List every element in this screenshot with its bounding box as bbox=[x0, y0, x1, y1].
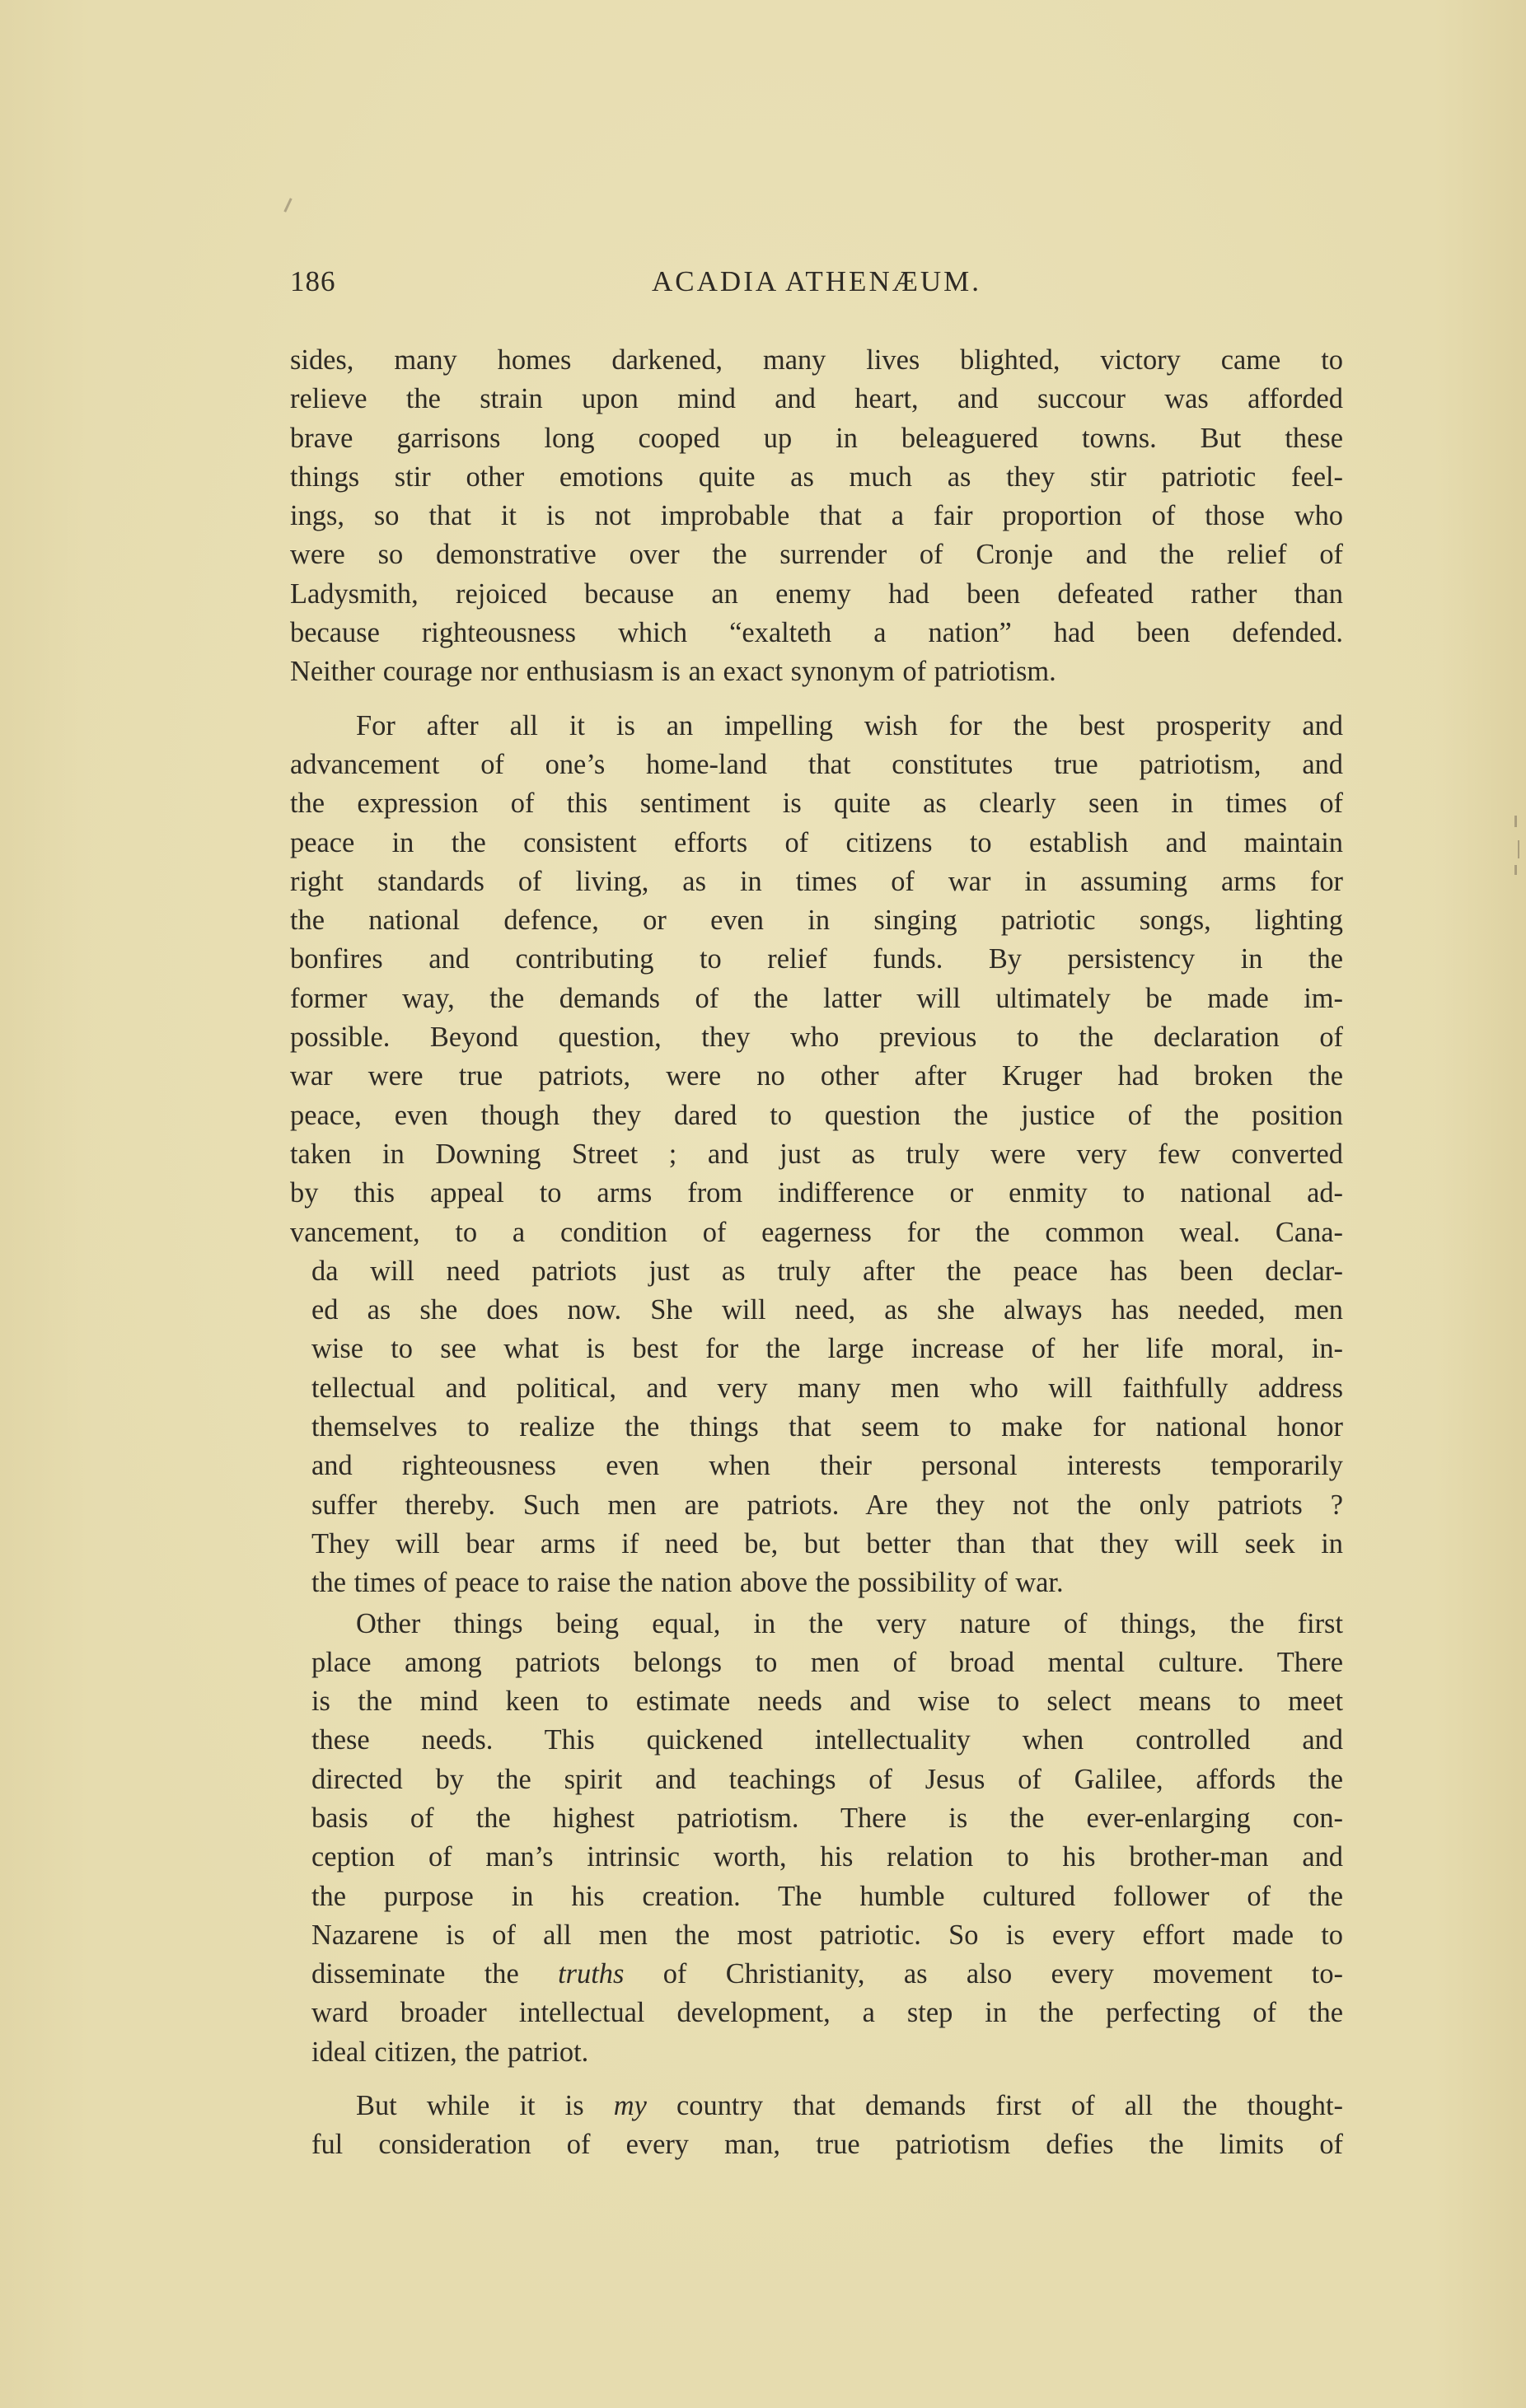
running-head: ACADIA ATHENÆUM. bbox=[652, 265, 981, 297]
scan-speck bbox=[1514, 816, 1517, 827]
text-line bbox=[290, 1955, 1343, 1994]
text-fragment: of Christianity, as also every movement to- bbox=[662, 1958, 1343, 1990]
text-line: peace in the consistent efforts of citizens to establish and maintain bbox=[290, 826, 1343, 858]
text-line: these needs. This quickened intellectuality when controlled and bbox=[311, 1724, 1343, 1756]
text-line: were so demonstrative over the surrender of Cronje and the relief of bbox=[290, 539, 1343, 571]
scan-speck bbox=[1514, 865, 1517, 875]
text-line: things stir other emotions quite as much as they stir patriotic feel- bbox=[290, 461, 1343, 493]
text-line: tellectual and political, and very many men who will faithfully address bbox=[311, 1372, 1343, 1404]
text-line: bonfires and contributing to relief funds. By persistency in the bbox=[290, 943, 1343, 975]
text-line: da will need patriots just as truly after the peace has been declar- bbox=[311, 1255, 1343, 1287]
text-line: right standards of living, as in times of war in assuming arms for bbox=[290, 865, 1343, 897]
text-line: advancement of one’s home-land that constitutes true patriotism, and bbox=[290, 748, 1343, 780]
text-line: themselves to realize the things that seem to make for national honor bbox=[311, 1411, 1343, 1443]
text-line: wise to see what is best for the large increase of her life moral, in- bbox=[311, 1333, 1343, 1365]
text-line: suffer thereby. Such men are patriots. Are they not the only patriots ? bbox=[311, 1489, 1343, 1521]
text-line: ful consideration of every man, true patriotism defies the limits of bbox=[311, 2129, 1343, 2161]
text-line: is the mind keen to estimate needs and wise to select means to meet bbox=[311, 1686, 1343, 1718]
text-line: the purpose in his creation. The humble cultured follower of the bbox=[311, 1880, 1343, 1912]
text-line: ed as she does now. She will need, as she always has needed, men bbox=[311, 1294, 1343, 1326]
text-line: basis of the highest patriotism. There is the ever-enlarging con- bbox=[311, 1802, 1343, 1834]
text-line: possible. Beyond question, they who previous to the declaration of bbox=[290, 1022, 1343, 1054]
text-line: because righteousness which “exalteth a nation” had been defended. bbox=[290, 617, 1343, 649]
text-line: ideal citizen, the patriot. bbox=[311, 2036, 589, 2068]
text-line: Ladysmith, rejoiced because an enemy had been defeated rather than bbox=[290, 577, 1343, 610]
text-line bbox=[290, 2087, 1343, 2125]
text-line: the times of peace to raise the nation above the possibility of war. bbox=[311, 1567, 1064, 1599]
italic-word: truths bbox=[558, 1958, 625, 1990]
text-line: brave garrisons long cooped up in beleaguered towns. But these bbox=[290, 422, 1343, 454]
text-fragment: disseminate the bbox=[311, 1958, 519, 1990]
text-line: directed by the spirit and teachings of Jesus of Galilee, affords the bbox=[311, 1763, 1343, 1795]
text-line: ception of man’s intrinsic worth, his relation to his brother-man and bbox=[311, 1841, 1343, 1873]
body-text bbox=[290, 341, 1343, 2165]
text-line: the national defence, or even in singing patriotic songs, lighting bbox=[290, 905, 1343, 937]
text-line: and righteousness even when their personal interests temporarily bbox=[311, 1450, 1343, 1482]
page-header bbox=[290, 265, 1343, 308]
text-fragment: But while it is bbox=[356, 2090, 584, 2122]
italic-word: my bbox=[613, 2090, 647, 2122]
text-line: the expression of this sentiment is quite as clearly seen in times of bbox=[290, 788, 1343, 820]
text-line: ings, so that it is not improbable that a fair proportion of those who bbox=[290, 500, 1343, 532]
text-line: Neither courage nor enthusiasm is an exact synonym of patriotism. bbox=[290, 656, 1056, 688]
page-number: 186 bbox=[290, 265, 336, 297]
text-line: sides, many homes darkened, many lives blighted, victory came to bbox=[290, 344, 1343, 376]
paragraph-2 bbox=[290, 707, 1343, 1603]
text-line: by this appeal to arms from indifference or enmity to national ad- bbox=[290, 1177, 1343, 1209]
text-line: taken in Downing Street ; and just as truly were very few converted bbox=[290, 1138, 1343, 1170]
scan-speck bbox=[283, 198, 292, 213]
text-line: Other things being equal, in the very nature of things, the first bbox=[356, 1607, 1343, 1639]
paragraph-1 bbox=[290, 341, 1343, 692]
text-line: peace, even though they dared to question the justice of the position bbox=[290, 1099, 1343, 1131]
text-line: ward broader intellectual development, a step in the perfecting of the bbox=[311, 1997, 1343, 2029]
text-line: former way, the demands of the latter will ultimately be made im- bbox=[290, 982, 1343, 1014]
scan-speck bbox=[1518, 840, 1519, 858]
paragraph-4 bbox=[290, 2087, 1343, 2165]
text-line: For after all it is an impelling wish for the best prosperity and bbox=[356, 709, 1343, 741]
paragraph-3 bbox=[290, 1605, 1343, 2073]
text-line: war were true patriots, were no other after Kruger had broken the bbox=[290, 1060, 1343, 1092]
text-line: They will bear arms if need be, but better than that they will seek in bbox=[311, 1527, 1343, 1559]
text-line: vancement, to a condition of eagerness for the common weal. Cana- bbox=[290, 1216, 1343, 1248]
text-line: place among patriots belongs to men of broad mental culture. There bbox=[311, 1646, 1343, 1678]
text-line: relieve the strain upon mind and heart, and succour was afforded bbox=[290, 383, 1343, 415]
text-line: Nazarene is of all men the most patriotic. So is every effort made to bbox=[311, 1919, 1343, 1951]
text-fragment: country that demands first of all the thought- bbox=[676, 2090, 1343, 2122]
